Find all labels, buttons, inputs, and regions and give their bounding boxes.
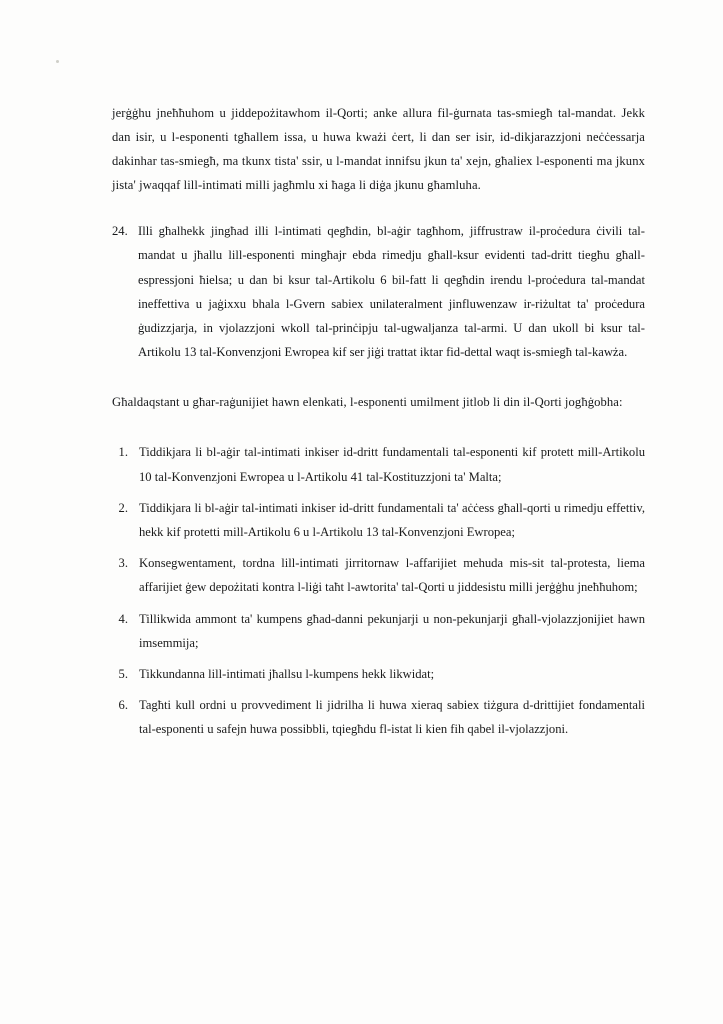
- paragraph-number: 24.: [112, 224, 128, 239]
- numbered-paragraph-24: [112, 219, 645, 364]
- list-item-number: 1.: [118, 445, 128, 460]
- list-item: [112, 496, 645, 544]
- list-item-number: 4.: [118, 611, 128, 626]
- list-item-text: Tikkundanna lill-intimati jħallsu l-kumpens hekk likwidat;: [139, 666, 435, 681]
- list-item-text: Tiddikjara li bl-aġir tal-intimati inkiser id-dritt fundamentali tal-esponenti kif protett mill-Artikolu 10 tal-Konvenzjoni Ewropea u l-Artikolu 41 tal-Kostituzzjoni ta' Malta;: [139, 445, 645, 484]
- list-item-text: Tillikwida ammont ta' kumpens għad-danni pekunjarji u non-pekunjarji għall-vjolazzjonijiet hawn imsemmija;: [139, 611, 645, 650]
- list-item-text: Tiddikjara li bl-aġir tal-intimati inkiser id-dritt fundamentali ta' aċċess għall-qorti u rimedju effettiv, hekk kif protetti mill-Artikolu 6 u l-Artikolu 13 tal-Konvenzjoni Ewropea;: [139, 500, 645, 539]
- list-item-text: Konsegwentament, tordna lill-intimati jirritornaw l-affarijiet mehuda mis-sit tal-protesta, liema affarijiet ġew depożitati kontra l-liġi taħt l-awtorita' tal-Qorti u jiddesistu milli jerġġhu jneħħuhom;: [139, 556, 645, 595]
- list-item-number: 2.: [118, 500, 128, 515]
- demands-list: [112, 440, 645, 741]
- list-item: [112, 551, 645, 599]
- list-item-number: 6.: [118, 698, 128, 713]
- list-item: [112, 440, 645, 488]
- list-item: [112, 607, 645, 655]
- list-item: [112, 693, 645, 741]
- top-paragraph: jerġġhu jneħħuhom u jiddepożitawhom il-Qorti; anke allura fil-ġurnata tas-smiegħ tal-mandat. Jekk dan isir, u l-esponenti tgħallem issa, u huwa kważi ċert, li dan ser isir, id-dikjarazzjoni neċċessarja dakinhar tas-smiegħ, ma tkunx tista' ssir, u l-mandat innifsu jkun ta' xejn, għaliex l-esponenti ma jkunx jista' jwaqqaf lill-intimati milli jagħmlu xi ħaga li diġa jkunu għamluha.: [112, 105, 645, 193]
- request-intro-paragraph: Għaldaqstant u għar-raġunijiet hawn elenkati, l-esponenti umilment jitlob li din il-Qorti jogħġobha:: [112, 395, 623, 410]
- list-item: [112, 662, 645, 686]
- list-item-number: 5.: [118, 666, 128, 681]
- list-item-text: Tagħti kull ordni u provvediment li jidrilha li huwa xieraq sabiex tiżgura d-drittijiet fondamentali tal-esponenti u safejn huwa possibbli, tqiegħdu fl-istat li kien fih qabel il-vjolazzjoni.: [139, 698, 645, 737]
- scan-speck: [56, 60, 59, 63]
- list-item-number: 3.: [118, 556, 128, 571]
- paragraph-body: Illi għalhekk jingħad illi l-intimati qegħdin, bl-aġir tagħhom, jiffrustraw il-proċedura ċivili tal-mandat u jħallu lill-esponenti mingħajr ebda rimedju għall-ksur evidenti tad-dritt tiegħu għall-espressjoni ħielsa; u dan bi ksur tal-Artikolu 6 bil-fatt li qegħdin irendu l-proċedura tal-mandat ineffettiva u jaġixxu bhala l-Gvern sabiex unilateralment jinfluwenzaw ir-riżultat ta' proċedura ġudizzjarja, in vjolazzjoni wkoll tal-prinċipju tal-ugwaljanza tal-armi. U dan ukoll bi ksur tal-Artikolu 13 tal-Konvenzjoni Ewropea kif ser jiġi trattat iktar fid-dettal waqt is-smiegħ tal-kawża.: [138, 224, 645, 360]
